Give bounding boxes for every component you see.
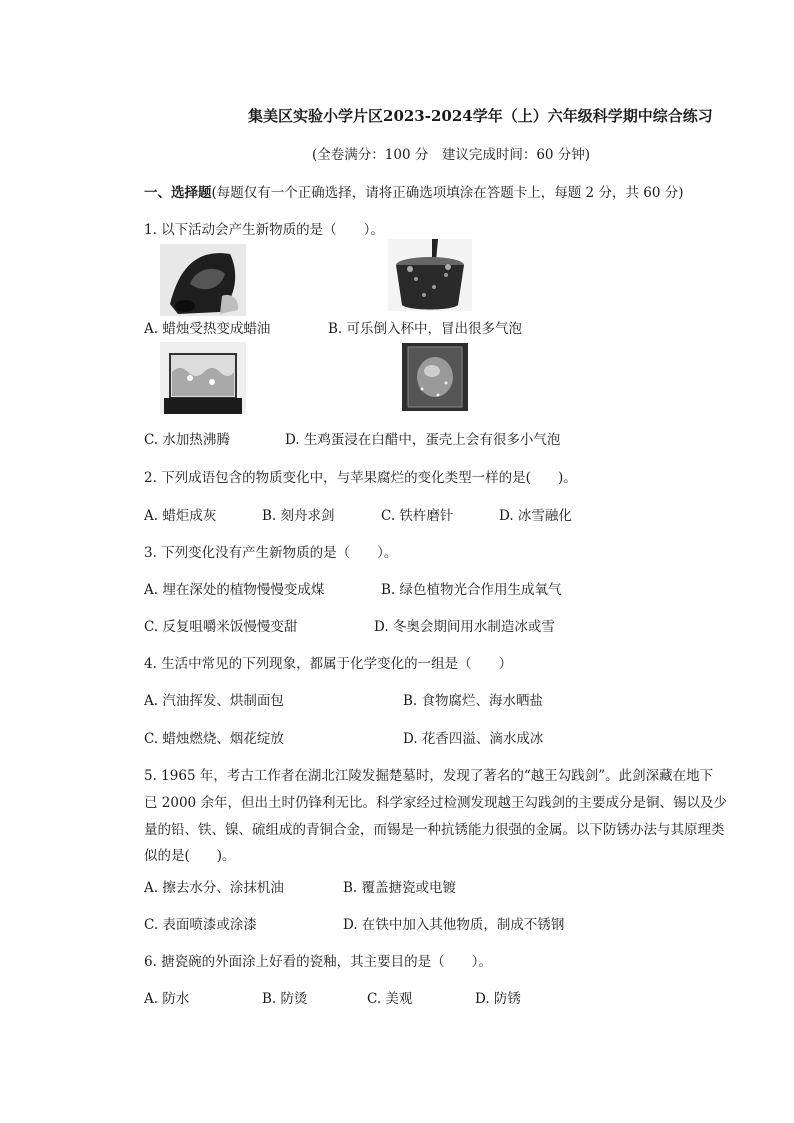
question-4-option-b: B. 食物腐烂、海水晒盐: [403, 693, 544, 709]
question-1-option-c: C. 水加热沸腾: [144, 432, 230, 448]
question-3-option-c: C. 反复咀嚼米饭慢慢变甜: [144, 619, 298, 635]
question-2-stem: 2. 下列成语包含的物质变化中，与苹果腐烂的变化类型一样的是( )。: [144, 470, 577, 486]
question-5-stem-line-1: 5. 1965 年，考古工作者在湖北江陵发掘楚墓时，发现了著名的“越王勾践剑”。此剑深藏在地下: [144, 768, 714, 784]
photo-egg-in-vinegar: [402, 343, 468, 411]
question-2-option-a: A. 蜡炬成灰: [144, 508, 217, 524]
question-1-option-a: A. 蜡烛受热变成蜡油: [144, 321, 271, 337]
question-2-option-c: C. 铁杵磨针: [381, 508, 454, 524]
question-5-stem-line-2: 已 2000 余年，但出土时仍锋利无比。科学家经过检测发现越王勾践剑的主要成分是铜、锡以及少: [144, 795, 727, 811]
question-4-option-d: D. 花香四溢、滴水成冰: [403, 731, 544, 747]
photo-cola-bubbles: [388, 239, 472, 311]
question-5-option-b: B. 覆盖搪瓷或电镀: [343, 880, 457, 896]
question-3-option-b: B. 绿色植物光合作用生成氧气: [381, 582, 562, 598]
question-3-stem: 3. 下列变化没有产生新物质的是（ ）。: [144, 545, 398, 561]
exam-title: 集美区实验小学片区2023-2024学年（上）六年级科学期中综合练习: [248, 107, 713, 125]
question-3-option-a: A. 埋在深处的植物慢慢变成煤: [144, 582, 325, 598]
question-1-option-d: D. 生鸡蛋浸在白醋中，蛋壳上会有很多小气泡: [285, 432, 561, 448]
section-instruction: (每题仅有一个正确选择，请将正确选项填涂在答题卡上，每题 2 分，共 60 分): [211, 185, 684, 201]
question-4-stem: 4. 生活中常见的下列现象，都属于化学变化的一组是（ ）: [144, 656, 513, 672]
question-2-option-b: B. 刻舟求剑: [262, 508, 335, 524]
question-5-option-a: A. 擦去水分、涂抹机油: [144, 880, 284, 896]
question-6-option-b: B. 防烫: [262, 991, 308, 1007]
question-2-option-d: D. 冰雪融化: [499, 508, 572, 524]
question-1-stem: 1. 以下活动会产生新物质的是（ ）。: [144, 222, 384, 238]
question-5-stem-line-4: 似的是( )。: [144, 848, 236, 864]
question-6-option-a: A. 防水: [144, 991, 190, 1007]
question-5-option-d: D. 在铁中加入其他物质，制成不锈钢: [343, 917, 565, 933]
question-5-stem-line-3: 量的铅、铁、镍、硫组成的青铜合金，而锡是一种抗锈能力很强的金属。以下防锈办法与其原理类: [144, 822, 725, 838]
question-3-option-d: D. 冬奥会期间用水制造冰或雪: [374, 619, 555, 635]
photo-candle-melting: [160, 244, 246, 316]
exam-subtitle: (全卷满分：100 分 建议完成时间：60 分钟): [312, 147, 591, 163]
question-6-option-d: D. 防锈: [475, 991, 521, 1007]
section-heading: [144, 184, 683, 202]
section-title: 一、选择题: [144, 185, 212, 201]
question-5-option-c: C. 表面喷漆或涂漆: [144, 917, 257, 933]
question-4-option-c: C. 蜡烛燃烧、烟花绽放: [144, 731, 284, 747]
question-4-option-a: A. 汽油挥发、烘制面包: [144, 693, 284, 709]
question-6-option-c: C. 美观: [367, 991, 413, 1007]
photo-water-boiling: [160, 342, 246, 414]
question-1-option-b: B. 可乐倒入杯中，冒出很多气泡: [328, 321, 523, 337]
question-6-stem: 6. 搪瓷碗的外面涂上好看的瓷釉，其主要目的是（ ）。: [144, 954, 492, 970]
